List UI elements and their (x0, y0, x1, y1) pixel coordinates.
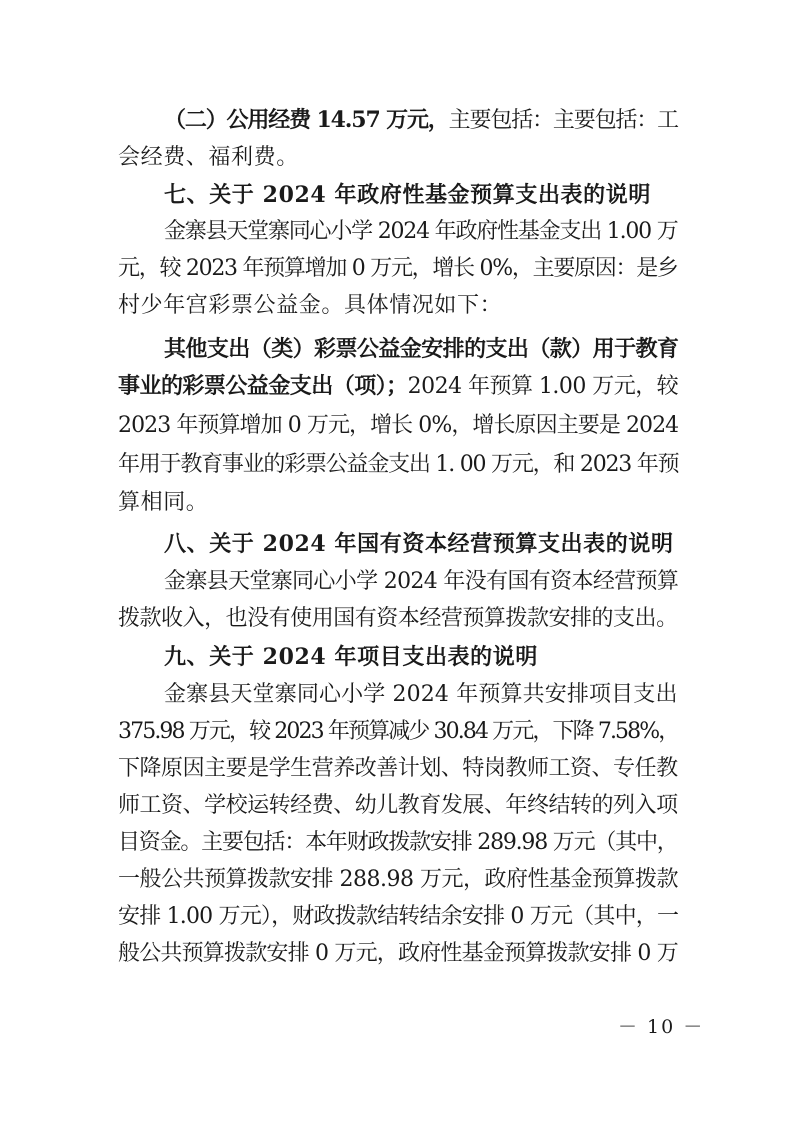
line-6: 村少年宫彩票公益金。具体情况如下： (118, 293, 503, 318)
line-21: 一般公共预算拨款安排 288.98 万元，政府性基金预算拨款 (118, 867, 678, 892)
line-14: 拨款收入，也没有使用国有资本经营预算拨款安排的支出。 (118, 606, 678, 631)
line-16: 金寨县天堂寨同心小学 2024 年预算共安排项目支出 (164, 682, 678, 707)
line-17: 375.98 万元，较 2023 年预算减少 30.84 万元，下降 7.58%， (118, 719, 679, 744)
text-run: 2024 年预算 1.00 万元，较 (407, 374, 679, 399)
section-heading-8: 八、关于 2024 年国有资本经营预算支出表的说明 (164, 531, 674, 557)
line-5: 元，较 2023 年预算增加 0 万元，增长 0%，主要原因：是乡 (118, 256, 678, 281)
line-4: 金寨县天堂寨同心小学 2024 年政府性基金支出 1.00 万 (164, 219, 678, 244)
line-23: 般公共预算拨款安排 0 万元，政府性基金预算拨款安排 0 万 (118, 941, 678, 966)
text-run: 主要包括：主要包括：工 (448, 108, 679, 133)
bold-heading-public-funds: （二）公用经费 14.57 万元， (164, 107, 449, 133)
section-heading-9: 九、关于 2024 年项目支出表的说明 (164, 644, 538, 670)
line-13: 金寨县天堂寨同心小学 2024 年没有国有资本经营预算 (164, 569, 679, 594)
line-20: 目资金。主要包括：本年财政拨款安排 289.98 万元（其中， (118, 830, 678, 855)
line-19: 师工资、学校运转经费、幼儿教育发展、年终结转的列入项 (118, 793, 678, 818)
bold-line-7: 其他支出（类）彩票公益金安排的支出（款）用于教育 (164, 336, 679, 362)
line-9: 2023 年预算增加 0 万元，增长 0%，增长原因主要是 2024 (118, 413, 679, 438)
page-number: － 10 － (618, 1016, 705, 1038)
line-1 (164, 107, 678, 134)
line-8 (118, 373, 678, 400)
line-22: 安排 1.00 万元），财政拨款结转结余安排 0 万元（其中，一 (118, 904, 679, 929)
line-2: 会经费、福利费。 (118, 145, 299, 170)
line-18: 下降原因主要是学生营养改善计划、特岗教师工资、专任教 (118, 756, 678, 781)
bold-run: 事业的彩票公益金支出（项）； (118, 373, 408, 399)
section-heading-7: 七、关于 2024 年政府性基金预算支出表的说明 (164, 182, 651, 208)
line-10: 年用于教育事业的彩票公益金支出 1. 00 万元，和 2023 年预 (118, 452, 679, 477)
line-11: 算相同。 (118, 490, 209, 515)
